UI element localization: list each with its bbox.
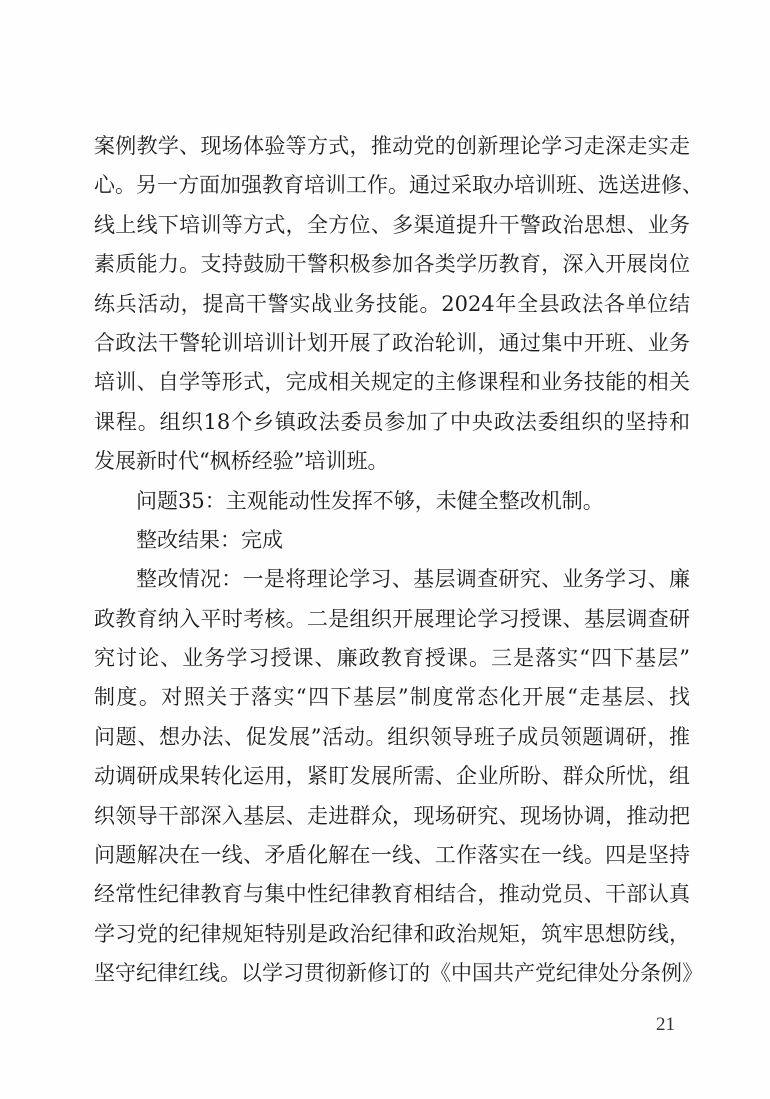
paragraph-line: 发展新时代“枫桥经验”培训班。 xyxy=(94,449,389,474)
page-number: 21 xyxy=(656,1014,675,1035)
paragraph-line: 制度。对照关于落实“四下基层”制度常态化开展“走基层、找 xyxy=(94,685,690,710)
paragraph-line: 问题、想办法、促发展”活动。组织领导班子成员领题调研，推 xyxy=(94,724,690,749)
paragraph-line: 合政法干警轮训培训计划开展了政治轮训，通过集中开班、业务 xyxy=(94,330,690,355)
paragraph-line: 线上线下培训等方式，全方位、多渠道提升干警政治思想、业务 xyxy=(94,212,690,237)
paragraph-line: 政教育纳入平时考核。二是组织开展理论学习授课、基层调查研 xyxy=(94,606,690,631)
paragraph-line: 整改情况：一是将理论学习、基层调查研究、业务学习、廉 xyxy=(136,567,690,592)
paragraph-line: 练兵活动，提高干警实战业务技能。2024年全县政法各单位结 xyxy=(94,291,690,316)
paragraph-line: 课程。组织18个乡镇政法委员参加了中央政法委组织的坚持和 xyxy=(94,409,690,434)
paragraph-line: 心。另一方面加强教育培训工作。通过采取办培训班、选送进修、 xyxy=(94,173,703,198)
paragraph-line: 究讨论、业务学习授课、廉政教育授课。三是落实“四下基层” xyxy=(94,646,690,671)
paragraph-line: 动调研成果转化运用，紧盯发展所需、企业所盼、群众所忧，组 xyxy=(94,764,690,789)
paragraph-line: 培训、自学等形式，完成相关规定的主修课程和业务技能的相关 xyxy=(94,370,690,395)
paragraph-line: 素质能力。支持鼓励干警积极参加各类学历教育，深入开展岗位 xyxy=(94,252,690,277)
paragraph-line: 案例教学、现场体验等方式，推动党的创新理论学习走深走实走 xyxy=(94,134,690,158)
issue-heading: 问题35：主观能动性发挥不够，未健全整改机制。 xyxy=(136,488,604,513)
paragraph-line: 织领导干部深入基层、走进群众，现场研究、现场协调，推动把 xyxy=(94,803,690,828)
body-text xyxy=(94,127,703,994)
paragraph-line: 问题解决在一线、矛盾化解在一线、工作落实在一线。四是坚持 xyxy=(94,843,690,868)
paragraph-line: 学习党的纪律规矩特别是政治纪律和政治规矩，筑牢思想防线， xyxy=(94,921,690,946)
paragraph-line: 坚守纪律红线。以学习贯彻新修订的《中国共产党纪律处分条例》 xyxy=(94,961,703,986)
paragraph-line: 经常性纪律教育与集中性纪律教育相结合，推动党员、干部认真 xyxy=(94,882,690,907)
result-line: 整改结果：完成 xyxy=(136,527,283,552)
